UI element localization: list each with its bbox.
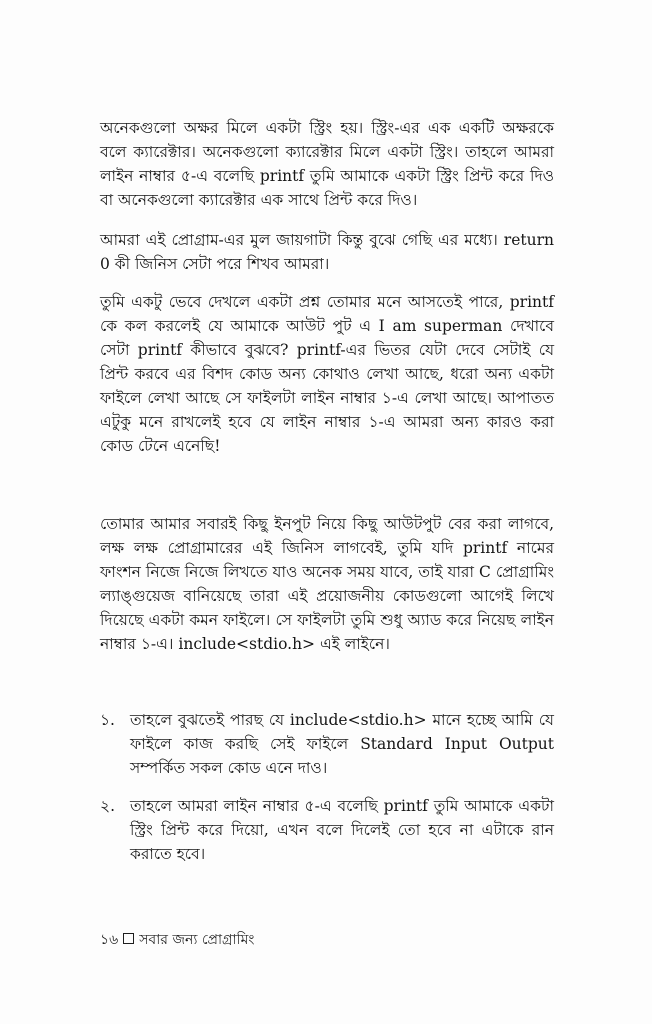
list-item-text: তাহলে আমরা লাইন নাম্বার ৫-এ বলেছি printf তুমি আমাকে একটা স্ট্রিং প্রিন্ট করে দিয়ো, এখন বলে দিলেই তো হবে না এটাকে রান করাতে হবে। <box>130 797 554 863</box>
list-item-number: ১. <box>100 711 115 729</box>
list-item <box>100 794 554 866</box>
paragraph-string-definition: অনেকগুলো অক্ষর মিলে একটা স্ট্রিং হয়। স্ট্রিং-এর এক একটি অক্ষরকে বলে ক্যারেক্টার। অনেকগুলো ক্যারেক্টার মিলে একটা স্ট্রিং। তাহলে আমরা লাইন নাম্বার ৫-এ বলেছি printf তুমি আমাকে একটা স্ট্রিং প্রিন্ট করে দিও বা অনেকগুলো ক্যারেক্টার এক সাথে প্রিন্ট করে দিও। <box>100 119 554 209</box>
square-separator-icon <box>123 933 134 944</box>
numbered-list-item-1 <box>100 708 554 780</box>
list-item-text: তাহলে বুঝতেই পারছ যে include<stdio.h> মানে হচ্ছে আমি যে ফাইলে কাজ করছি সেই ফাইলে Standard Input Output সম্পর্কিত সকল কোড এনে দাও। <box>130 711 554 777</box>
paragraph-printf-question: তুমি একটু ভেবে দেখলে একটা প্রশ্ন তোমার মনে আসতেই পারে, printf কে কল করলেই যে আমাকে আউট পুট এ I am superman দেখাবে সেটা printf কীভাবে বুঝবে? printf-এর ভিতর যেটা দেবে সেটাই যে প্রিন্ট করবে এর বিশদ কোড অন্য কোথাও লেখা আছে, ধরো অন্য একটা ফাইলে লেখা আছে সে ফাইলটা লাইন নাম্বার ১-এ লেখা আছে। আপাতত এটুকু মনে রাখলেই হবে যে লাইন নাম্বার ১-এ আমরা অন্য কারও করা কোড টেনে এনেছি! <box>100 293 554 455</box>
paragraph-return-note: আমরা এই প্রোগ্রাম-এর মুল জায়গাটা কিন্তু বুঝে গেছি এর মধ্যে। return 0 কী জিনিস সেটা পরে শিখব আমরা। <box>100 231 554 273</box>
page-number: ১৬ <box>100 932 119 948</box>
page-footer <box>100 930 254 950</box>
paragraph-stdio-explanation: তোমার আমার সবারই কিছু ইনপুট নিয়ে কিছু আউটপুট বের করা লাগবে, লক্ষ লক্ষ প্রোগ্রামারের এই জিনিস লাগবেই, তুমি যদি printf নামের ফাংশন নিজে নিজে লিখতে যাও অনেক সময় যাবে, তাই যারা C প্রোগ্রামিং ল্যাঙ্গুয়েজ বানিয়েছে তারা এই প্রয়োজনীয় কোডগুলো আগেই লিখে দিয়েছে একটা কমন ফাইলে। সে ফাইলটা তুমি শুধু অ্যাড করে নিয়েছ লাইন নাম্বার ১-এ। include<stdio.h> এই লাইনে। <box>100 515 554 653</box>
list-item-number: ২. <box>100 797 116 815</box>
numbered-list-item-2 <box>100 794 554 866</box>
list-item <box>100 708 554 780</box>
book-title: সবার জন্য প্রোগ্রামিং <box>139 932 255 948</box>
